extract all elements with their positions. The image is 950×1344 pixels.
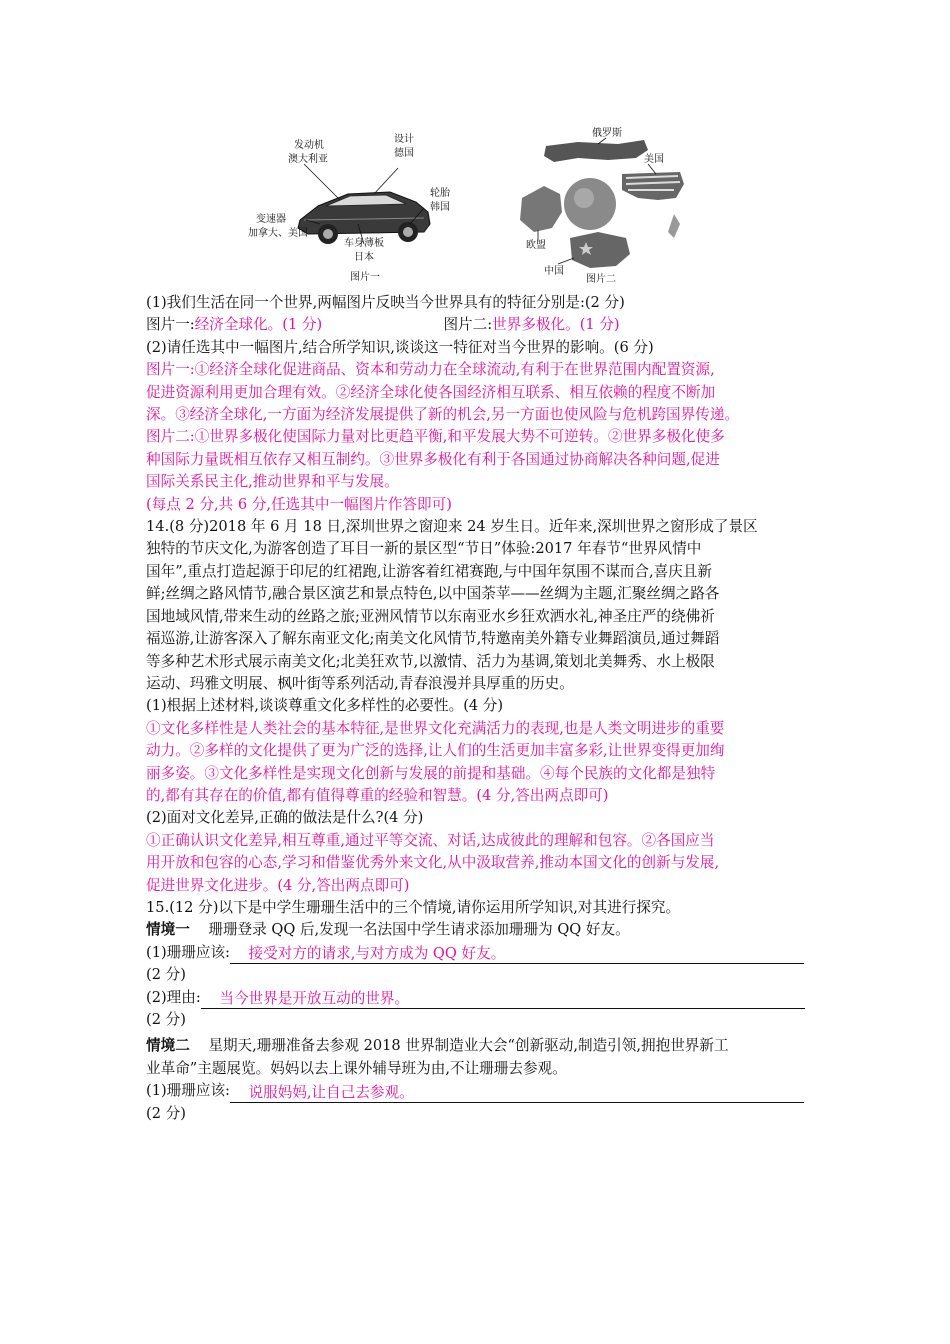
fig1-tire-label: 轮胎 <box>430 188 450 199</box>
q14-part1-answer-line: ①文化多样性是人类社会的基本特征,是世界文化充满活力的表现,也是人类文明进步的重要 <box>146 719 725 737</box>
q14-stem-line: 国地域风情,带来生动的丝路之旅;亚洲风情节以东南亚水乡狂欢洒水礼,神圣庄严的绕佛祈 <box>146 607 715 625</box>
q15-s1-q1-label: (1)珊珊应该: <box>146 943 230 961</box>
fig1-engine-label: 发动机 <box>294 140 324 151</box>
q14-stem-line: 国年”,重点打造起源于印尼的红裙跑,让游客着红裙赛跑,与中国年氛围不谋而合,喜庆且新 <box>146 562 712 580</box>
q13-fig1-label: 图片一: <box>146 316 195 334</box>
q14-stem-line: 独特的节庆文化,为游客创造了耳目一新的景区型“节日”体验:2017 年春节“世界风情中 <box>146 540 702 558</box>
fig1-body-label: 车身薄板 <box>344 238 384 249</box>
q13-answer-line: 种国际力量既相互依存又相互制约。③世界多极化有利于各国通过协商解决各种问题,促进 <box>146 450 720 468</box>
q13-fig1-answer: 经济全球化。(1 分) <box>194 316 323 334</box>
q13-scoring-note: (每点 2 分,共 6 分,任选其中一幅图片作答即可) <box>146 495 452 513</box>
world-powers-illustration <box>498 128 696 286</box>
figures-row <box>146 128 816 288</box>
fig2-china-label: 中国 <box>544 266 564 277</box>
q13-answer-line: 促进资源利用更加合理有效。②经济全球化使各国经济相互联系、相互依赖的程度不断加 <box>146 383 716 401</box>
fig1-caption: 图片一 <box>350 272 380 283</box>
q15-s2-q1-answer: 说服妈妈,让自己去参观。 <box>248 1083 414 1101</box>
q14-stem-line: 等多种艺术形式展示南美文化;北美狂欢节,以激情、活力为基调,策划北美舞秀、水上极限 <box>146 652 715 670</box>
q14-part1-question: (1)根据上述材料,谈谈尊重文化多样性的必要性。(4 分) <box>146 697 504 715</box>
q15-scenario1-title: 情境一 <box>146 921 190 939</box>
q14-part2-answer-line: 用开放和包容的心态,学习和借鉴优秀外来文化,从中汲取营养,推动本国文化的创新与发展, <box>146 854 720 872</box>
q14-stem-line: 鲜;丝绸之路风情节,融合景区演艺和景点特色,以中国荼苹——丝绸为主题,汇聚丝绸之路各 <box>146 585 720 603</box>
q13-fig2-label: 图片二: <box>443 316 493 334</box>
q15-s1-q2-label: (2)理由: <box>146 988 201 1006</box>
fig1-design-label: 设计 <box>394 134 414 145</box>
q14-part2-question: (2)面对文化差异,正确的做法是什么?(4 分) <box>146 809 424 827</box>
q15-s2-q1-row <box>146 1080 816 1102</box>
q13-answer-line: 图片二:①世界多极化使国际力量对比更趋平衡,和平发展大势不可逆转。②世界多极化使多 <box>146 428 725 446</box>
q14-stem-line: 福巡游,让游客深入了解东南亚文化;南美文化风情节,特邀南美外籍专业舞蹈演员,通过舞蹈 <box>146 630 720 648</box>
figure-two-world <box>498 128 696 286</box>
fig1-gearbox-label: 变速器 <box>256 214 286 225</box>
q15-s2-q1-score: (2 分) <box>146 1104 186 1122</box>
q15-scenario2-text-line1: 星期天,珊珊准备去参观 2018 世界制造业大会“创新驱动,制造引领,拥抱世界新工 <box>208 1037 729 1055</box>
figure-one-car <box>248 128 458 283</box>
q15-s2-q1-blank <box>230 1082 804 1103</box>
q15-s1-q2-answer: 当今世界是开放互动的世界。 <box>219 990 410 1007</box>
fig2-eu-label: 欧盟 <box>526 240 546 251</box>
q15-scenario2 <box>146 1035 816 1057</box>
fig1-body-country: 日本 <box>354 252 374 263</box>
q15-s2-q1-label: (1)珊珊应该: <box>146 1082 230 1100</box>
fig1-engine-country: 澳大利亚 <box>288 154 328 165</box>
q15-s1-q1-answer: 接受对方的请求,与对方成为 QQ 好友。 <box>248 945 506 963</box>
q13-answer-line: 深。③经济全球化,一方面为经济发展提供了新的机会,另一方面也使风险与危机跨国界传递。 <box>146 406 740 424</box>
worksheet-page <box>146 128 816 1125</box>
q13-answer-line: 图片一:①经济全球化促进商品、资本和劳动力在全球流动,有利于在世界范围内配置资源, <box>146 361 715 379</box>
q13-fig2-answer: 世界多极化。(1 分) <box>492 316 620 334</box>
q13-part2-question: (2)请任选其中一幅图片,结合所学知识,谈谈这一特征对当今世界的影响。(6 分) <box>146 338 654 356</box>
fig1-gearbox-country: 加拿大、美国 <box>248 228 308 239</box>
q13-part1-answers <box>146 314 816 336</box>
q15-scenario1 <box>146 919 816 941</box>
q15-scenario2-title: 情境二 <box>146 1037 190 1055</box>
q14-part2-answer-line: 促进世界文化进步。(4 分,答出两点即可) <box>146 876 410 894</box>
fig2-usa-label: 美国 <box>644 154 664 165</box>
q14-part1-answer-line: 动力。②多样的文化提供了更为广泛的选择,让人们的生活更加丰富多彩,让世界变得更加绚 <box>146 742 725 760</box>
q15-scenario2-text-line2: 业革命”主题展览。妈妈以去上课外辅导班为由,不让珊珊去参观。 <box>146 1059 567 1077</box>
q15-s1-q1-score: (2 分) <box>146 966 186 984</box>
q14-stem-line: 运动、玛雅文明展、枫叶街等系列活动,青春浪漫并具厚重的历史。 <box>146 674 574 692</box>
q14-part1-answer-line: 的,都有其存在的价值,都有值得尊重的经验和智慧。(4 分,答出两点即可) <box>146 786 609 804</box>
q15-s1-q1-row <box>146 942 816 964</box>
q15-s1-q2-row <box>146 987 816 1009</box>
fig2-russia-label: 俄罗斯 <box>592 128 622 139</box>
q15-stem: 15.(12 分)以下是中学生珊珊生活中的三个情境,请你运用所学知识,对其进行探究。 <box>146 898 681 916</box>
q15-s1-q2-blank <box>201 988 805 1009</box>
q15-s1-q2-score: (2 分) <box>146 1011 186 1028</box>
q14-stem-line: 14.(8 分)2018 年 6 月 18 日,深圳世界之窗迎来 24 岁生日。近年来,深圳世界之窗形成了景区 <box>146 518 758 536</box>
q15-s1-q1-blank <box>230 943 804 964</box>
fig2-caption: 图片二 <box>586 274 616 285</box>
q13-answer-line: 国际关系民主化,推动世界和平与发展。 <box>146 473 399 491</box>
fig1-tire-country: 韩国 <box>430 202 450 213</box>
fig1-design-country: 德国 <box>394 148 414 159</box>
q13-part1-question: (1)我们生活在同一个世界,两幅图片反映当今世界具有的特征分别是:(2 分) <box>146 294 625 311</box>
q14-part2-answer-line: ①正确认识文化差异,相互尊重,通过平等交流、对话,达成彼此的理解和包容。②各国应当 <box>146 831 715 849</box>
q14-part1-answer-line: 丽多姿。③文化多样性是实现文化创新与发展的前提和基础。④每个民族的文化都是独特 <box>146 764 716 782</box>
q15-scenario1-text: 珊珊登录 QQ 后,发现一名法国中学生请求添加珊珊为 QQ 好友。 <box>208 921 630 939</box>
car-illustration <box>248 128 458 283</box>
